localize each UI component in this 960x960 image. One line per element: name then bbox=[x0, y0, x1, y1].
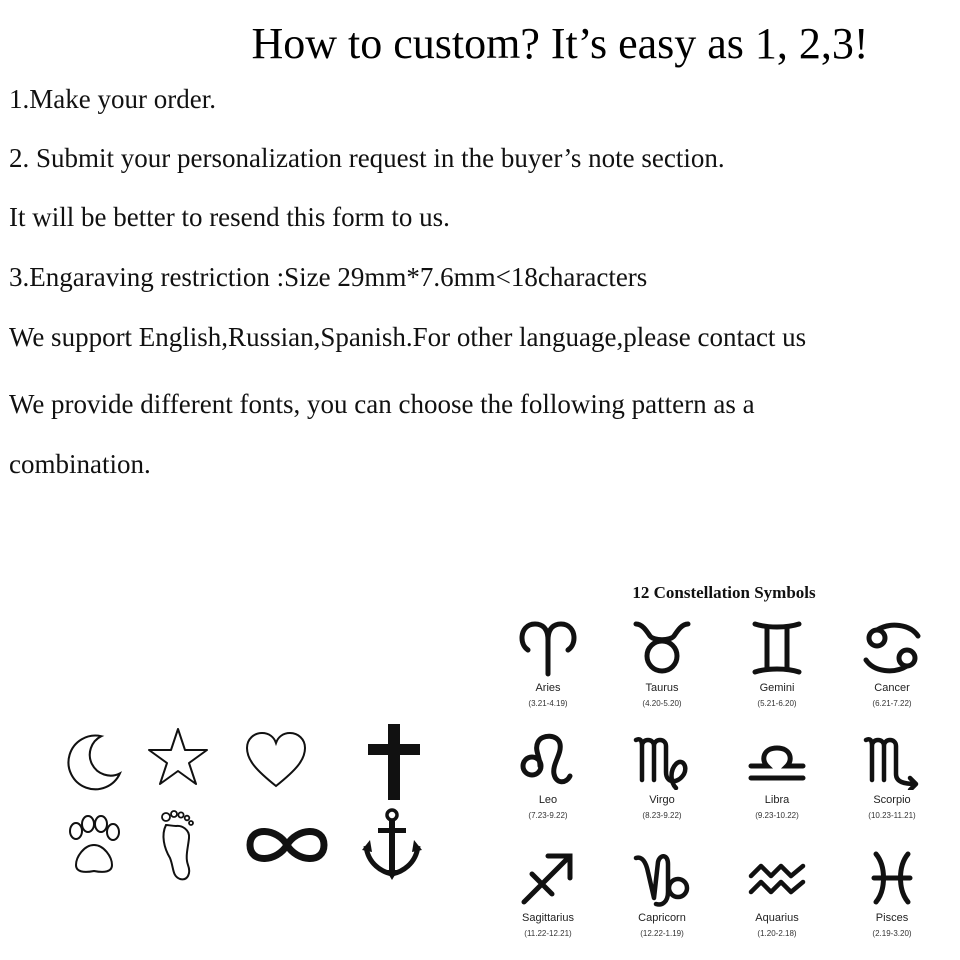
zodiac-dates: (3.21-4.19) bbox=[528, 699, 568, 708]
heart-icon bbox=[244, 730, 308, 790]
leo-icon bbox=[518, 730, 578, 790]
language-note-text: We support English,Russian,Spanish.For other language,please contact us bbox=[9, 322, 807, 352]
capricorn-icon bbox=[632, 848, 692, 908]
zodiac-name: Aquarius bbox=[755, 912, 799, 924]
aquarius-icon bbox=[747, 848, 807, 908]
zodiac-name: Pisces bbox=[875, 912, 909, 924]
taurus-icon bbox=[632, 618, 692, 678]
zodiac-dates: (5.21-6.20) bbox=[757, 699, 797, 708]
zodiac-pisces bbox=[837, 848, 947, 938]
fonts-note-text: We provide different fonts, you can choose the following pattern as a bbox=[9, 389, 755, 419]
star-icon bbox=[146, 726, 210, 788]
sagittarius-icon bbox=[518, 848, 578, 908]
zodiac-dates: (1.20-2.18) bbox=[757, 929, 797, 938]
zodiac-name: Cancer bbox=[874, 682, 910, 694]
zodiac-name: Capricorn bbox=[638, 912, 686, 924]
step-3-text: 3.Engaraving restriction :Size 29mm*7.6mm<18characters bbox=[9, 262, 648, 292]
step-2-text: 2. Submit your personalization request in the buyer’s note section. bbox=[9, 143, 725, 173]
zodiac-dates: (9.23-10.22) bbox=[755, 811, 799, 820]
virgo-icon bbox=[632, 730, 692, 790]
zodiac-dates: (4.20-5.20) bbox=[642, 699, 682, 708]
zodiac-dates: (11.22-12.21) bbox=[524, 929, 572, 938]
zodiac-aries bbox=[493, 618, 603, 708]
zodiac-name: Sagittarius bbox=[522, 912, 574, 924]
zodiac-name: Taurus bbox=[645, 682, 679, 694]
libra-icon bbox=[747, 730, 807, 790]
zodiac-name: Leo bbox=[538, 794, 558, 806]
zodiac-name: Scorpio bbox=[873, 794, 911, 806]
zodiac-virgo bbox=[607, 730, 717, 820]
zodiac-taurus bbox=[607, 618, 717, 708]
cross-icon bbox=[368, 724, 420, 800]
zodiac-name: Aries bbox=[535, 682, 561, 694]
zodiac-dates: (10.23-11.21) bbox=[868, 811, 916, 820]
aries-icon bbox=[518, 618, 578, 678]
zodiac-sagittarius bbox=[493, 848, 603, 938]
zodiac-dates: (6.21-7.22) bbox=[872, 699, 912, 708]
zodiac-name: Libra bbox=[764, 794, 790, 806]
zodiac-name: Gemini bbox=[759, 682, 795, 694]
zodiac-cancer bbox=[837, 618, 947, 708]
cancer-icon bbox=[862, 618, 922, 678]
moon-icon bbox=[62, 730, 124, 792]
footprint-icon bbox=[158, 810, 198, 882]
resend-note-text: It will be better to resend this form to us. bbox=[9, 202, 450, 232]
infinity-icon bbox=[244, 818, 330, 872]
zodiac-name: Virgo bbox=[649, 794, 675, 806]
zodiac-leo bbox=[493, 730, 603, 820]
zodiac-capricorn bbox=[607, 848, 717, 938]
pisces-icon bbox=[862, 848, 922, 908]
zodiac-aquarius bbox=[722, 848, 832, 938]
page-title: How to custom? It’s easy as 1, 2,3! bbox=[251, 19, 869, 68]
zodiac-gemini bbox=[722, 618, 832, 708]
anchor-icon bbox=[362, 808, 422, 880]
zodiac-dates: (8.23-9.22) bbox=[642, 811, 682, 820]
scorpio-icon bbox=[862, 730, 922, 790]
zodiac-libra bbox=[722, 730, 832, 820]
step-1-text: 1.Make your order. bbox=[9, 84, 216, 114]
zodiac-title: 12 Constellation Symbols bbox=[632, 583, 816, 602]
gemini-icon bbox=[747, 618, 807, 678]
zodiac-scorpio bbox=[837, 730, 947, 820]
fonts-note-text-cont: combination. bbox=[9, 449, 151, 479]
zodiac-dates: (7.23-9.22) bbox=[528, 811, 568, 820]
zodiac-dates: (12.22-1.19) bbox=[640, 929, 684, 938]
zodiac-dates: (2.19-3.20) bbox=[872, 929, 912, 938]
paw-icon bbox=[62, 815, 124, 877]
